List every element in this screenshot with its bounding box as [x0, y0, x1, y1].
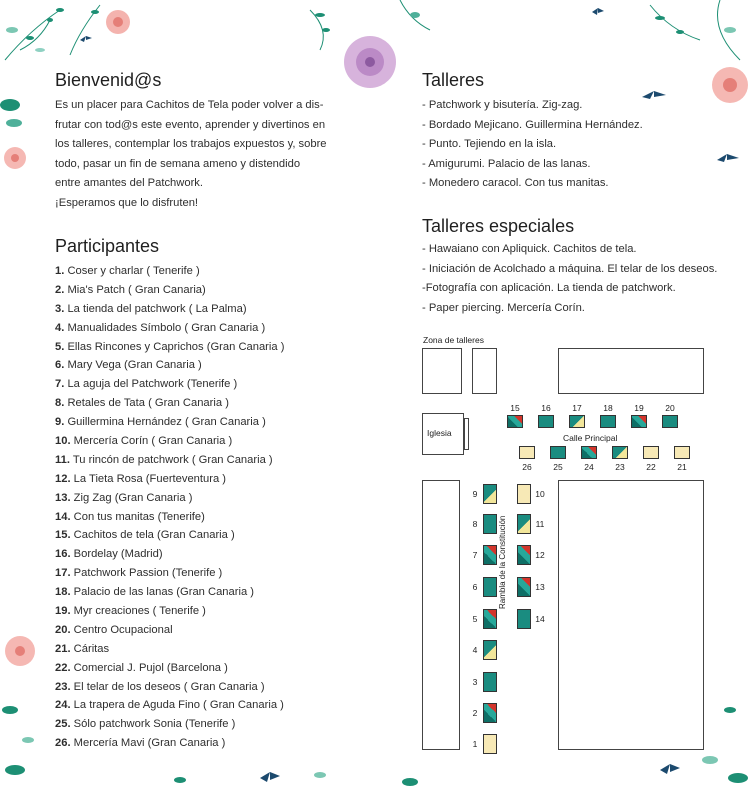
stall-number: 20 [665, 403, 675, 413]
list-item: 9. Guillermina Hernández ( Gran Canaria ) [55, 416, 266, 429]
stall-number: 25 [553, 462, 563, 472]
stall-number: 2 [472, 708, 478, 718]
stall-20 [662, 415, 678, 428]
stall-number: 11 [535, 519, 545, 529]
stall-8 [483, 514, 497, 534]
stall-number: 5 [472, 614, 478, 624]
list-item: 19. Myr creaciones ( Tenerife ) [55, 605, 206, 618]
stall-23 [612, 446, 628, 459]
welcome-line: ¡Esperamos que lo disfruten! [55, 196, 199, 209]
stall-3 [483, 672, 497, 692]
stall-number: 4 [472, 645, 478, 655]
stall-number: 16 [541, 403, 551, 413]
talleres-title: Talleres [422, 70, 485, 90]
iglesia-building [422, 413, 464, 455]
stall-number: 22 [646, 462, 656, 472]
building-block [422, 480, 460, 750]
stall-6 [483, 577, 497, 597]
list-item: 26. Mercería Mavi (Gran Canaria ) [55, 737, 226, 750]
taller-room [422, 348, 462, 394]
list-item: 13. Zig Zag (Gran Canaria ) [55, 491, 193, 504]
talleres-list [422, 96, 643, 194]
stall-number: 18 [603, 403, 613, 413]
welcome-line: frutar con tod@s este evento, aprender y divertinos en [55, 118, 326, 131]
flower-left-bottom-icon [2, 633, 38, 669]
list-item: 7. La aguja del Patchwork (Tenerife ) [55, 378, 238, 391]
welcome-line: los talleres, contemplar los trabajos expuestos y, sobre [55, 138, 327, 150]
stall-22 [643, 446, 659, 459]
list-item: - Paper piercing. Mercería Corín. [422, 301, 585, 314]
list-item: 24. La trapera de Aguda Fino ( Gran Canaria ) [55, 699, 284, 712]
stall-9 [483, 484, 497, 504]
list-item: - Bordado Mejicano. Guillermina Hernández. [422, 118, 643, 131]
stall-number: 7 [472, 550, 478, 560]
building-block [558, 480, 704, 750]
participants-title: Participantes [55, 236, 160, 256]
stall-number: 3 [472, 677, 478, 687]
floral-top-left-icon [0, 0, 150, 70]
stall-number: 23 [615, 462, 625, 472]
stall-24 [581, 446, 597, 459]
calle-principal-label: Calle Principal [563, 433, 618, 443]
stall-number: 17 [572, 403, 582, 413]
list-item: 16. Bordelay (Madrid) [55, 548, 163, 561]
stall-number: 6 [472, 582, 478, 592]
floral-bottom-left-icon [0, 690, 60, 792]
list-item: 11. Tu rincón de patchwork ( Gran Canaria ) [55, 453, 273, 466]
list-item: - Monedero caracol. Con tus manitas. [422, 177, 609, 189]
list-item: - Iniciación de Acolchado a máquina. El telar de los deseos. [422, 262, 718, 275]
floral-top-center-icon [300, 0, 440, 90]
stall-14 [517, 609, 531, 629]
stall-2 [483, 703, 497, 723]
list-item: - Patchwork y bisutería. Zig-zag. [422, 99, 583, 111]
stall-26 [519, 446, 535, 459]
stall-number: 13 [535, 582, 545, 592]
stall-number: 10 [535, 489, 545, 499]
list-item: 5. Ellas Rincones y Caprichos (Gran Canaria ) [55, 340, 285, 353]
list-item: 2. Mia's Patch ( Gran Canaria) [55, 283, 206, 296]
stall-1 [483, 734, 497, 754]
list-item: 1. Coser y charlar ( Tenerife ) [55, 265, 200, 277]
floral-top-right-icon [590, 0, 750, 110]
list-item: - Punto. Tejiendo en la isla. [422, 138, 557, 150]
list-item: 17. Patchwork Passion (Tenerife ) [55, 567, 223, 580]
welcome-title: Bienvenid@s [55, 70, 162, 90]
list-item: 20. Centro Ocupacional [55, 623, 173, 636]
iglesia-label: Iglesia [427, 428, 452, 438]
stall-number: 19 [634, 403, 644, 413]
zona-talleres-label: Zona de talleres [423, 335, 484, 345]
stall-number: 9 [472, 489, 478, 499]
especiales-title: Talleres especiales [422, 216, 575, 236]
welcome-line: todo, pasar un fin de semana ameno y distendido [55, 157, 301, 170]
participants-list [55, 262, 284, 753]
stall-21 [674, 446, 690, 459]
list-item: -Fotografía con aplicación. La tienda de patchwork. [422, 282, 676, 294]
building-block [558, 348, 704, 394]
list-item: 8. Retales de Tata ( Gran Canaria ) [55, 397, 229, 410]
list-item: 4. Manualidades Símbolo ( Gran Canaria ) [55, 321, 266, 334]
stall-number: 24 [584, 462, 594, 472]
stall-10 [517, 484, 531, 504]
stall-12 [517, 545, 531, 565]
stall-15 [507, 415, 523, 428]
list-item: 14. Con tus manitas (Tenerife) [55, 510, 205, 523]
list-item: 21. Cáritas [55, 642, 110, 655]
stall-19 [631, 415, 647, 428]
flower-left-icon [2, 145, 28, 171]
list-item: - Hawaiano con Apliquick. Cachitos de tela. [422, 243, 637, 255]
stall-17 [569, 415, 585, 428]
list-item: 3. La tienda del patchwork ( La Palma) [55, 302, 247, 315]
stall-11 [517, 514, 531, 534]
bird-icon [640, 85, 670, 105]
stall-25 [550, 446, 566, 459]
stall-4 [483, 640, 497, 660]
list-item: 18. Palacio de las lanas (Gran Canaria ) [55, 586, 255, 599]
welcome-line: entre amantes del Patchwork. [55, 177, 203, 189]
stall-number: 14 [535, 614, 545, 624]
list-item: 22. Comercial J. Pujol (Barcelona ) [55, 661, 228, 674]
especiales-list [422, 240, 717, 318]
stall-number: 8 [472, 519, 478, 529]
stall-number: 26 [522, 462, 532, 472]
list-item: 12. La Tieta Rosa (Fuerteventura ) [55, 472, 227, 485]
list-item: 23. El telar de los deseos ( Gran Canaria ) [55, 680, 265, 693]
bird-icon [715, 150, 741, 168]
list-item: 15. Cachitos de tela (Gran Canaria ) [55, 529, 235, 542]
list-item: 10. Mercería Corín ( Gran Canaria ) [55, 435, 233, 448]
list-item: 25. Sólo patchwork Sonia (Tenerife ) [55, 718, 236, 731]
stall-13 [517, 577, 531, 597]
stall-number: 15 [510, 403, 520, 413]
stall-number: 12 [535, 550, 545, 560]
stall-18 [600, 415, 616, 428]
iglesia-annex [464, 418, 469, 450]
stall-number: 21 [677, 462, 687, 472]
stall-5 [483, 609, 497, 629]
welcome-text [55, 96, 345, 213]
leaf-icon [0, 85, 30, 135]
stall-7 [483, 545, 497, 565]
taller-room [472, 348, 497, 394]
list-item: 6. Mary Vega (Gran Canaria ) [55, 359, 202, 372]
welcome-line: Es un placer para Cachitos de Tela poder volver a dis- [55, 99, 324, 111]
list-item: - Amigurumi. Palacio de las lanas. [422, 157, 591, 170]
stall-number: 1 [472, 739, 478, 749]
stall-16 [538, 415, 554, 428]
